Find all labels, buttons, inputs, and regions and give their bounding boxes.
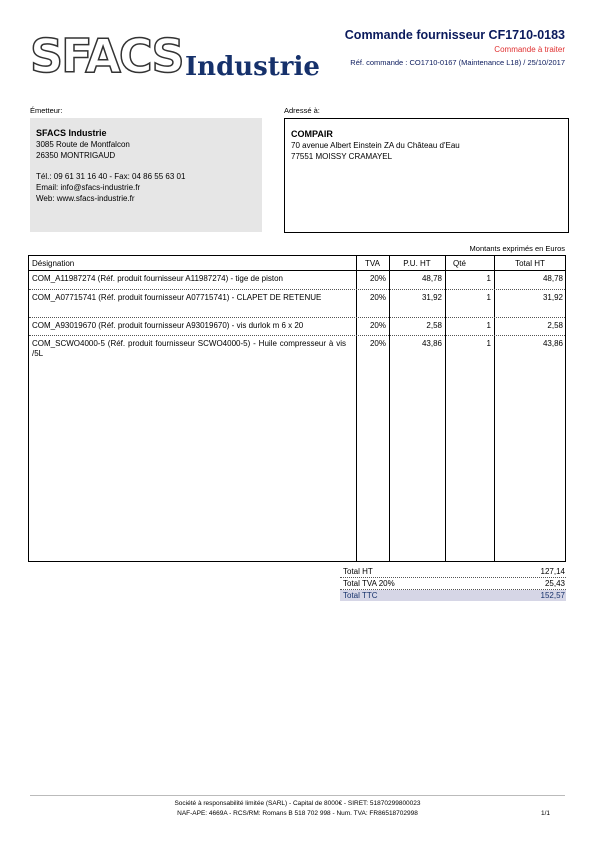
footer-divider bbox=[30, 795, 565, 796]
row-total: 2,58 bbox=[547, 321, 563, 330]
header-quantity: Qté bbox=[453, 259, 466, 268]
currency-note: Montants exprimés en Euros bbox=[469, 244, 565, 253]
row-quantity: 1 bbox=[486, 293, 491, 302]
order-status: Commande à traiter bbox=[494, 45, 565, 54]
row-unit-price: 2,58 bbox=[426, 321, 442, 330]
row-designation: COM_SCWO4000-5 (Réf. produit fournisseur SCWO4000-5) - Huile compresseur à vis /5L bbox=[32, 339, 346, 358]
sender-email: Email: info@sfacs-industrie.fr bbox=[36, 183, 141, 192]
company-logo bbox=[30, 29, 320, 86]
row-unit-price: 43,86 bbox=[421, 339, 442, 348]
logo-brand: SFACS bbox=[30, 29, 183, 83]
recipient-address-line2: 77551 MOISSY CRAMAYEL bbox=[291, 152, 393, 161]
total-ht-row bbox=[340, 566, 566, 578]
row-designation: COM_A07715741 (Réf. produit fournisseur A07715741) - CLAPET DE RETENUE bbox=[32, 293, 322, 302]
recipient-address-line1: 70 avenue Albert Einstein ZA du Château d'Eau bbox=[291, 141, 460, 150]
table-row bbox=[29, 336, 565, 362]
recipient-label: Adressé à: bbox=[284, 106, 320, 115]
sender-label: Émetteur: bbox=[30, 106, 63, 115]
row-quantity: 1 bbox=[486, 274, 491, 283]
totals-block bbox=[340, 566, 566, 601]
sender-website: Web: www.sfacs-industrie.fr bbox=[36, 194, 135, 203]
logo-suffix: Industrie bbox=[185, 52, 320, 82]
sender-box bbox=[30, 118, 262, 232]
sender-address-line2: 26350 MONTRIGAUD bbox=[36, 151, 116, 160]
total-tva-row bbox=[340, 578, 566, 590]
header-unit-price: P.U. HT bbox=[403, 259, 431, 268]
row-tva: 20% bbox=[369, 321, 386, 330]
header-designation: Désignation bbox=[32, 259, 75, 268]
row-quantity: 1 bbox=[486, 321, 491, 330]
total-ttc-value: 152,57 bbox=[540, 591, 565, 600]
row-quantity: 1 bbox=[486, 339, 491, 348]
row-designation: COM_A93019670 (Réf. produit fournisseur A93019670) - vis durlok m 6 x 20 bbox=[32, 321, 304, 330]
total-ttc-row bbox=[340, 590, 566, 601]
order-reference: Réf. commande : CO1710-0167 (Maintenance L18) / 25/10/2017 bbox=[350, 58, 565, 67]
footer-legal-line1: Société à responsabilité limitée (SARL) - Capital de 8000€ - SIRET: 51870299800023 bbox=[174, 800, 421, 807]
total-ht-value: 127,14 bbox=[540, 567, 565, 576]
footer-legal-line2: NAF-APE: 4669A - RCS/RM: Romans B 518 702 998 - Num. TVA: FR86518702998 bbox=[177, 810, 418, 817]
sender-name: SFACS Industrie bbox=[36, 128, 107, 138]
row-unit-price: 31,92 bbox=[421, 293, 442, 302]
total-ht-label: Total HT bbox=[343, 567, 373, 576]
order-lines-table bbox=[28, 255, 566, 562]
row-total: 48,78 bbox=[542, 274, 563, 283]
row-tva: 20% bbox=[369, 293, 386, 302]
total-tva-value: 25,43 bbox=[544, 579, 565, 588]
table-row bbox=[29, 290, 565, 318]
table-row bbox=[29, 318, 565, 336]
row-total: 31,92 bbox=[542, 293, 563, 302]
header-tva: TVA bbox=[365, 259, 380, 268]
total-ttc-label: Total TTC bbox=[343, 591, 378, 600]
table-row bbox=[29, 271, 565, 290]
recipient-box bbox=[284, 118, 569, 233]
row-tva: 20% bbox=[369, 339, 386, 348]
header-total: Total HT bbox=[515, 259, 545, 268]
total-tva-label: Total TVA 20% bbox=[343, 579, 395, 588]
recipient-name: COMPAIR bbox=[291, 129, 333, 139]
document-title: Commande fournisseur CF1710-0183 bbox=[344, 28, 565, 42]
sender-phone: Tél.: 09 61 31 16 40 - Fax: 04 86 55 63 01 bbox=[36, 172, 186, 181]
row-unit-price: 48,78 bbox=[421, 274, 442, 283]
sender-address-line1: 3085 Route de Montfalcon bbox=[36, 140, 130, 149]
row-tva: 20% bbox=[369, 274, 386, 283]
row-total: 43,86 bbox=[542, 339, 563, 348]
row-designation: COM_A11987274 (Réf. produit fournisseur A11987274) - tige de piston bbox=[32, 274, 283, 283]
page-number: 1/1 bbox=[540, 810, 550, 817]
